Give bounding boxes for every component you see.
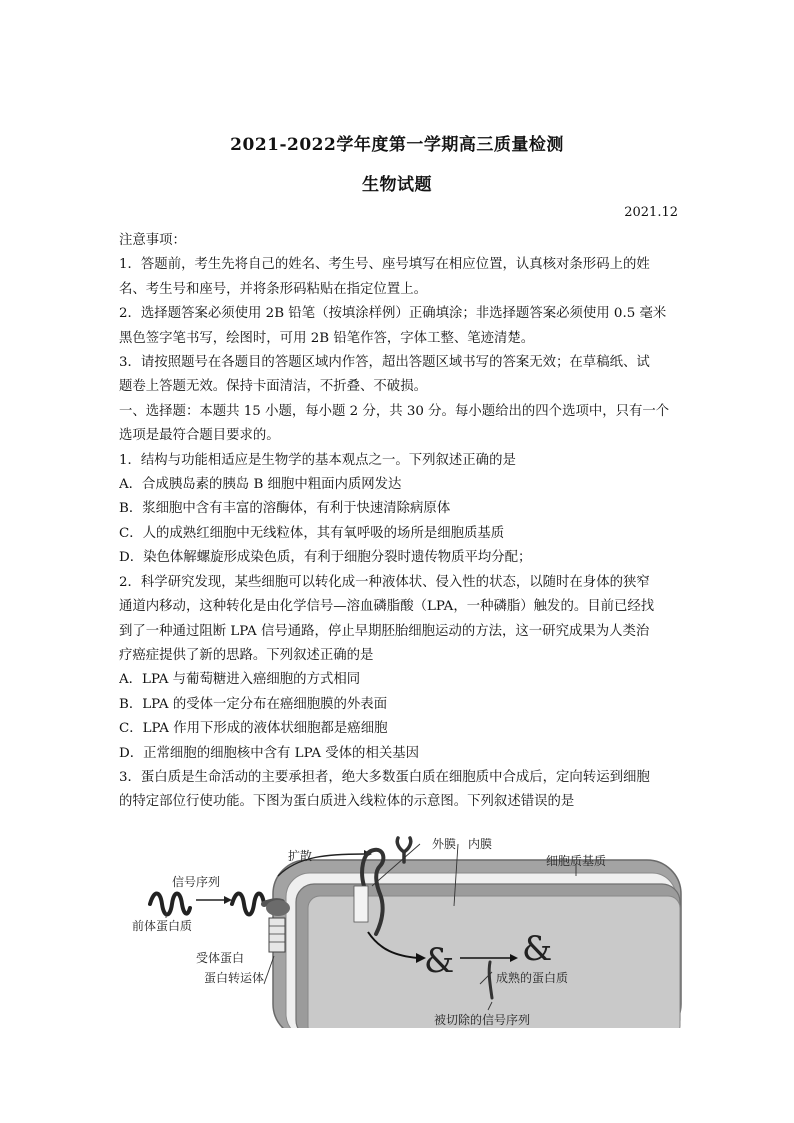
notice-line: 2．选择题答案必须使用 2B 铅笔（按填涂样例）正确填涂；非选择题答案必须使用 0.5 毫米 xyxy=(119,306,667,322)
notice-line: 黑色签字笔书写，绘图时，可用 2B 铅笔作答，字体工整、笔迹清楚。 xyxy=(119,330,535,346)
mature-protein-shape: & xyxy=(522,929,553,969)
notice-heading: 注意事项： xyxy=(119,233,186,248)
notice-line: 名、考生号和座号，并将条形码粘贴在指定位置上。 xyxy=(119,281,427,297)
section-heading: 一、选择题：本题共 15 小题，每小题 2 分，共 30 分。每小题给出的四个选项中，只有一个 xyxy=(119,403,670,419)
question-2-stem: 到了一种通过阻断 LPA 信号通路，停止早期胚胎细胞运动的方法，这一研究成果为人类治 xyxy=(119,623,650,639)
label-inner-membrane: 内膜 xyxy=(468,837,493,851)
notice-line: 3．请按照题号在各题目的答题区域内作答，超出答题区域书写的答案无效；在草稿纸、试 xyxy=(119,355,650,371)
exam-title: 2021-2022学年度第一学期高三质量检测 xyxy=(230,135,564,155)
precursor-protein-shape xyxy=(150,894,190,915)
mitochondria-protein-import-figure xyxy=(128,832,684,1032)
protein-with-signal-shape xyxy=(232,894,264,915)
question-1-stem: 1．结构与功能相适应是生物学的基本观点之一。下列叙述正确的是 xyxy=(119,452,516,468)
question-1-option-c: C．人的成熟红细胞中无线粒体，其有氧呼吸的场所是细胞质基质 xyxy=(119,525,505,541)
label-outer-membrane: 外膜 xyxy=(432,837,457,851)
notice-line: 1．答题前，考生先将自己的姓名、考生号、座号填写在相应位置，认真核对条形码上的姓 xyxy=(119,257,650,273)
label-signal-sequence: 信号序列 xyxy=(172,875,221,889)
question-2-option-a: A．LPA 与葡萄糖进入癌细胞的方式相同 xyxy=(119,672,361,688)
question-2-stem: 通道内移动，这种转化是由化学信号—溶血磷脂酸（LPA，一种磷脂）触发的。目前已经找 xyxy=(119,599,655,615)
label-protein-transporter: 蛋白转运体 xyxy=(204,971,265,985)
question-1-option-a: A．合成胰岛素的胰岛 B 细胞中粗面内质网发达 xyxy=(119,477,402,493)
protein-transporter-shape xyxy=(269,918,285,952)
exam-date: 2021.12 xyxy=(624,205,678,220)
label-mature-protein: 成熟的蛋白质 xyxy=(496,971,569,985)
question-1-option-d: D．染色体解螺旋形成染色质，有利于细胞分裂时遗传物质平均分配； xyxy=(119,550,532,566)
question-2-stem: 2．科学研究发现，某些细胞可以转化成一种液体状、侵入性的状态，以随时在身体的狭窄 xyxy=(119,574,650,590)
question-2-option-b: B．LPA 的受体一定分布在癌细胞膜的外表面 xyxy=(119,696,388,712)
receptor-protein-shape xyxy=(266,900,290,916)
label-precursor-protein: 前体蛋白质 xyxy=(132,919,193,933)
question-1-option-b: B．浆细胞中含有丰富的溶酶体，有利于快速清除病原体 xyxy=(119,501,451,517)
folding-protein-shape: & xyxy=(424,941,455,981)
question-3-stem: 的特定部位行使功能。下图为蛋白质进入线粒体的示意图。下列叙述错误的是 xyxy=(119,794,575,810)
question-2-stem: 疗癌症提供了新的思路。下列叙述正确的是 xyxy=(119,647,374,663)
question-2-option-c: C．LPA 作用下形成的液体状细胞都是癌细胞 xyxy=(119,721,388,737)
section-heading: 选项是最符合题目要求的。 xyxy=(119,428,280,444)
label-receptor-protein: 受体蛋白 xyxy=(196,951,245,965)
question-3-stem: 3．蛋白质是生命活动的主要承担者，绝大多数蛋白质在细胞质中合成后，定向转运到细胞 xyxy=(119,769,650,785)
label-diffusion: 扩散 xyxy=(288,849,313,863)
label-cleaved-signal: 被切除的信号序列 xyxy=(434,1013,531,1027)
label-cytoplasm-matrix: 细胞质基质 xyxy=(546,854,607,868)
question-2-option-d: D．正常细胞的细胞核中含有 LPA 受体的相关基因 xyxy=(119,745,420,761)
exam-subject: 生物试题 xyxy=(362,175,432,195)
notice-section xyxy=(119,229,675,815)
notice-line: 题卷上答题无效。保持卡面清洁，不折叠、不破损。 xyxy=(119,379,427,395)
